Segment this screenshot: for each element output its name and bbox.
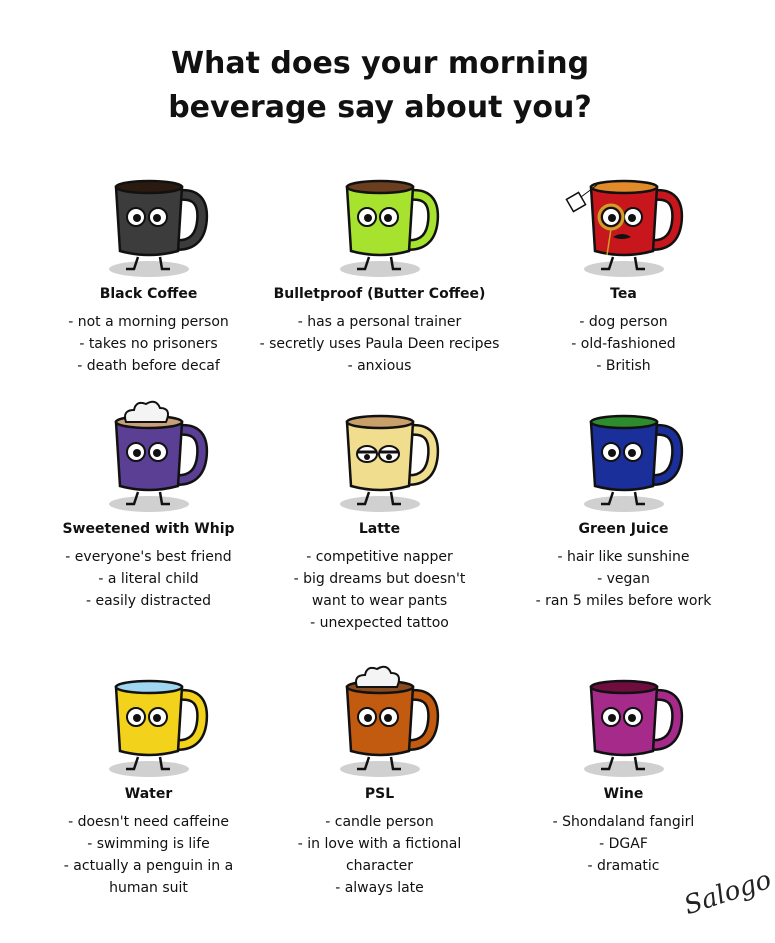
beverage-trait: want to wear pants	[311, 593, 448, 609]
beverage-card-black-coffee	[22, 165, 275, 377]
beverage-trait: - not a morning person	[68, 314, 229, 330]
beverage-trait: human suit	[109, 880, 188, 896]
beverage-name: Green Juice	[578, 521, 669, 537]
beverage-name: Black Coffee	[99, 286, 198, 302]
beverage-trait: - swimming is life	[87, 836, 210, 852]
beverage-trait: - dramatic	[587, 858, 660, 874]
title-line-1: What does your morning	[170, 46, 590, 81]
beverage-trait: - dog person	[579, 314, 668, 330]
mug-illustration	[74, 665, 224, 785]
mug-illustration	[305, 165, 455, 285]
beverage-trait: - death before decaf	[77, 358, 220, 374]
mug-illustration	[305, 665, 455, 785]
beverage-trait: - unexpected tattoo	[310, 615, 449, 631]
beverage-trait: character	[345, 858, 414, 874]
beverage-card-tea	[497, 165, 750, 377]
beverage-trait: - always late	[335, 880, 424, 896]
beverage-trait: - hair like sunshine	[557, 549, 690, 565]
beverage-card-sweetened-with-whip	[22, 400, 275, 612]
mug-illustration	[549, 165, 699, 285]
beverage-trait: - doesn't need caffeine	[68, 814, 229, 830]
beverage-trait: - Shondaland fangirl	[552, 814, 695, 830]
beverage-name: Wine	[603, 786, 644, 802]
beverage-name: Tea	[610, 286, 637, 302]
beverage-trait: - has a personal trainer	[297, 314, 462, 330]
mug-illustration	[549, 400, 699, 520]
beverage-card-water	[22, 665, 275, 899]
beverage-trait: - candle person	[325, 814, 434, 830]
beverage-trait: - old-fashioned	[571, 336, 676, 352]
beverage-name: Bulletproof (Butter Coffee)	[273, 286, 486, 302]
beverage-trait: - DGAF	[599, 836, 648, 852]
mug-illustration	[549, 665, 699, 785]
beverage-name: Latte	[358, 521, 401, 537]
beverage-trait: - vegan	[597, 571, 650, 587]
mug-illustration	[305, 400, 455, 520]
beverage-trait: - actually a penguin in a	[63, 858, 234, 874]
beverage-name: Water	[124, 786, 173, 802]
beverage-card-green-juice	[497, 400, 750, 612]
beverage-trait: - secretly uses Paula Deen recipes	[259, 336, 500, 352]
beverage-trait: - British	[596, 358, 651, 374]
page-title	[0, 42, 760, 130]
beverage-trait: - easily distracted	[85, 593, 212, 609]
beverage-trait: - everyone's best friend	[65, 549, 232, 565]
mug-illustration	[74, 165, 224, 285]
beverage-card-bulletproof	[253, 165, 506, 377]
artist-signature: Salogo	[680, 864, 775, 922]
beverage-card-psl	[253, 665, 506, 899]
beverage-trait: - anxious	[347, 358, 412, 374]
beverage-trait: - competitive napper	[306, 549, 453, 565]
beverage-trait: - a literal child	[98, 571, 199, 587]
beverage-trait: - ran 5 miles before work	[535, 593, 712, 609]
title-line-2: beverage say about you?	[168, 90, 592, 125]
beverage-trait: - big dreams but doesn't	[293, 571, 466, 587]
mug-illustration	[74, 400, 224, 520]
beverage-card-wine	[497, 665, 750, 877]
beverage-trait: - takes no prisoners	[79, 336, 218, 352]
beverage-name: PSL	[364, 786, 395, 802]
beverage-trait: - in love with a fictional	[297, 836, 462, 852]
beverage-card-latte	[253, 400, 506, 634]
beverage-name: Sweetened with Whip	[62, 521, 235, 537]
